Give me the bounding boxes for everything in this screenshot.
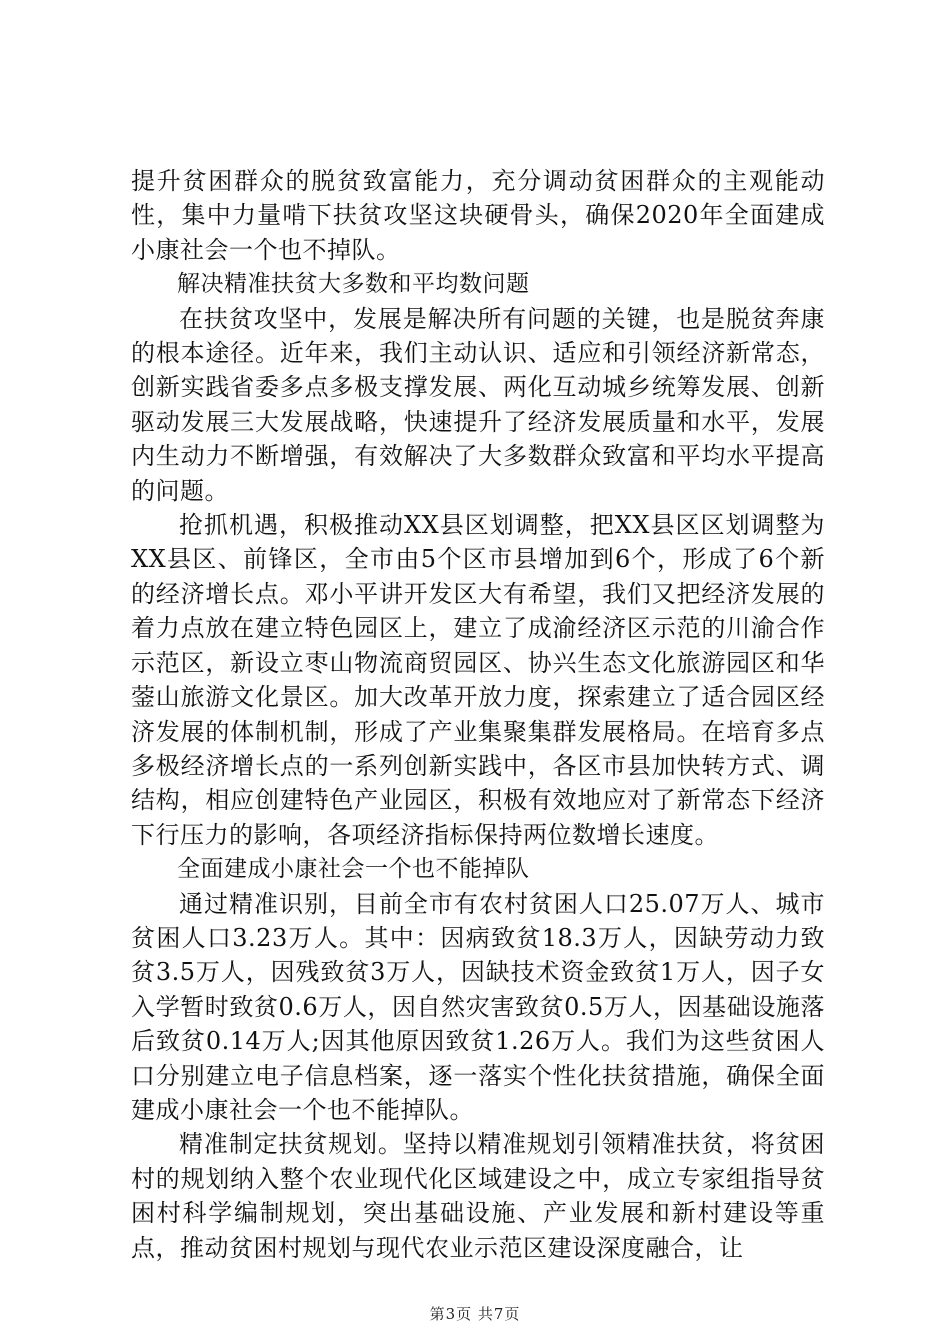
paragraph-opportunity: 抢抓机遇，积极推动XX县区划调整，把XX县区区划调整为XX县区、前锋区，全市由5个区市县增加到6个，形成了6个新的经济增长点。邓小平讲开发区大有希望，我们又把经济发展的着力点放在建立特色园区上，建立了成渝经济区示范的川渝合作示范区，新设立枣山物流商贸园区、协兴生态文化旅游园区和华蓥山旅游文化景区。加大改革开放力度，探索建立了适合园区经济发展的体制机制，形成了产业集聚集群发展格局。在培育多点多极经济增长点的一系列创新实践中，各区市县加快转方式、调结构，相应创建特色产业园区，积极有效地应对了新常态下经济下行压力的影响，各项经济指标保持两位数增长速度。 <box>131 511 825 849</box>
paragraph-identification: 通过精准识别，目前全市有农村贫困人口25.07万人、城市贫困人口3.23万人。其中：因病致贫18.3万人，因缺劳动力致贫3.5万人，因残致贫3万人，因缺技术资金致贫1万人，因子女入学暂时致贫0.6万人，因自然灾害致贫0.5万人，因基础设施落后致贫0.14万人;因其他原因致贫1.26万人。我们为这些贫困人口分别建立电子信息档案，逐一落实个性化扶贫措施，确保全面建成小康社会一个也不能掉队。 <box>131 889 825 1124</box>
section-heading-xiaokang: 全面建成小康社会一个也不能掉队 <box>177 856 530 883</box>
section-heading-poverty-average: 解决精准扶贫大多数和平均数问题 <box>177 271 530 298</box>
paragraph-planning: 精准制定扶贫规划。坚持以精准规划引领精准扶贫，将贫困村的规划纳入整个农业现代化区域建设之中，成立专家组指导贫困村科学编制规划，突出基础设施、产业发展和新村建设等重点，推动贫困村规划与现代农业示范区建设深度融合，让 <box>131 1130 825 1262</box>
document-body <box>131 164 825 1265</box>
paragraph-development: 在扶贫攻坚中，发展是解决所有问题的关键，也是脱贫奔康的根本途径。近年来，我们主动认识、适应和引领经济新常态，创新实践省委多点多极支撑发展、两化互动城乡统筹发展、创新驱动发展三大发展战略，快速提升了经济发展质量和水平，发展内生动力不断增强，有效解决了大多数群众致富和平均水平提高的问题。 <box>131 304 825 505</box>
paragraph-continuation: 提升贫困群众的脱贫致富能力，充分调动贫困群众的主观能动性，集中力量啃下扶贫攻坚这块硬骨头，确保2020年全面建成小康社会一个也不掉队。 <box>131 167 825 264</box>
page-number-footer: 第3页 共7页 <box>429 1305 521 1323</box>
